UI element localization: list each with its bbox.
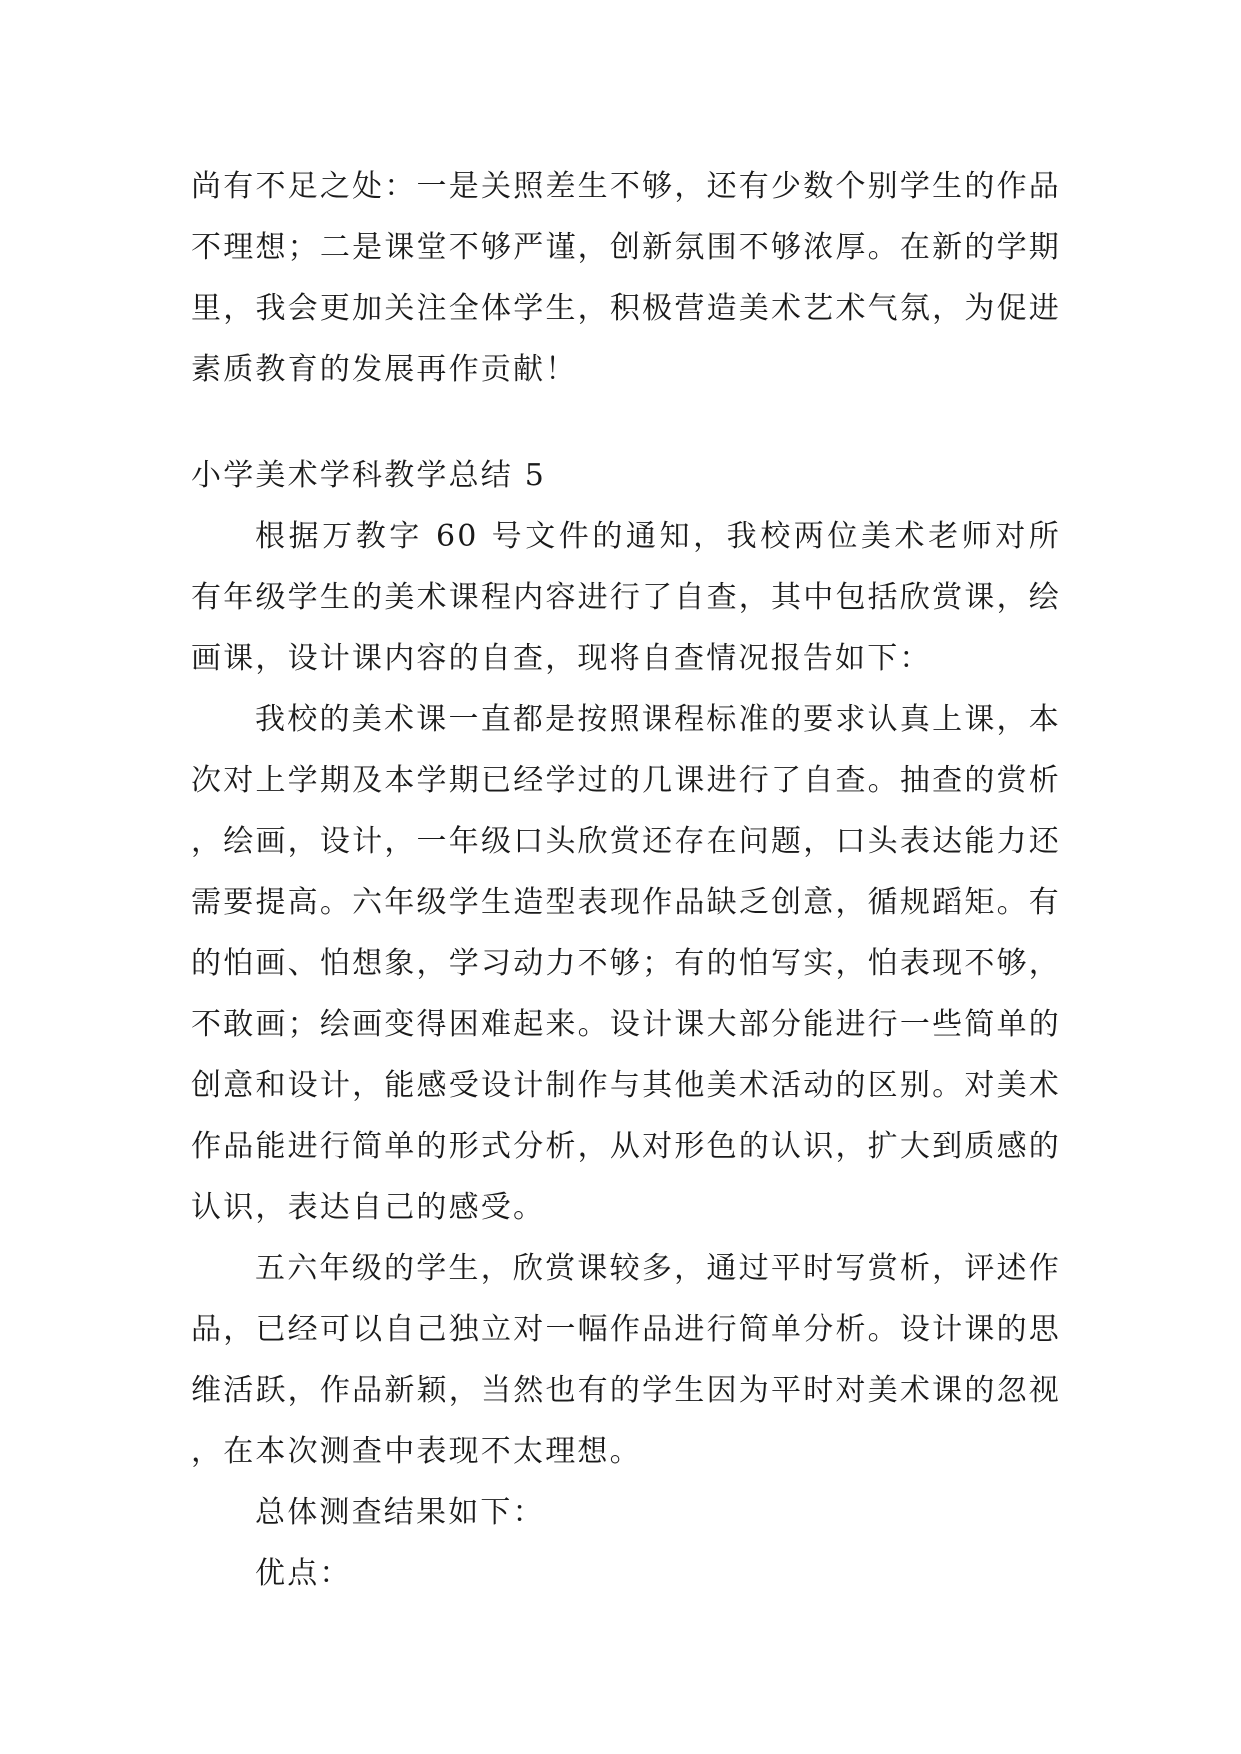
paragraph-self-check: 我校的美术课一直都是按照课程标准的要求认真上课，本次对上学期及本学期已经学过的几课进行了自查。抽查的赏析，绘画，设计，一年级口头欣赏还存在问题，口头表达能力还需要提高。六年级学生造型表现作品缺乏创意，循规蹈矩。有的怕画、怕想象，学习动力不够；有的怕写实，怕表现不够，不敢画；绘画变得困难起来。设计课大部分能进行一些简单的创意和设计，能感受设计制作与其他美术活动的区别。对美术作品能进行简单的形式分析，从对形色的认识，扩大到质感的认识，表达自己的感受。 bbox=[191, 702, 1061, 1225]
continuation-paragraph: 尚有不足之处：一是关照差生不够，还有少数个别学生的作品不理想；二是课堂不够严谨，创新氛围不够浓厚。在新的学期里，我会更加关注全体学生，积极营造美术艺术气氛，为促进素质教育的发展再作贡献！ bbox=[191, 169, 1061, 387]
document-body bbox=[191, 156, 1061, 1604]
paragraph-notice: 根据万教字 60 号文件的通知，我校两位美术老师对所有年级学生的美术课程内容进行了自查，其中包括欣赏课，绘画课，设计课内容的自查，现将自查情况报告如下： bbox=[191, 519, 1061, 676]
section-gap bbox=[191, 400, 1061, 445]
section-title: 小学美术学科教学总结 5 bbox=[191, 458, 547, 493]
paragraph-overall-result: 总体测查结果如下： bbox=[255, 1495, 545, 1530]
paragraph-grade-five-six: 五六年级的学生，欣赏课较多，通过平时写赏析，评述作品，已经可以自己独立对一幅作品进行简单分析。设计课的思维活跃，作品新颖，当然也有的学生因为平时对美术课的忽视，在本次测查中表现不太理想。 bbox=[191, 1251, 1061, 1469]
paragraph-strengths: 优点： bbox=[255, 1556, 352, 1591]
